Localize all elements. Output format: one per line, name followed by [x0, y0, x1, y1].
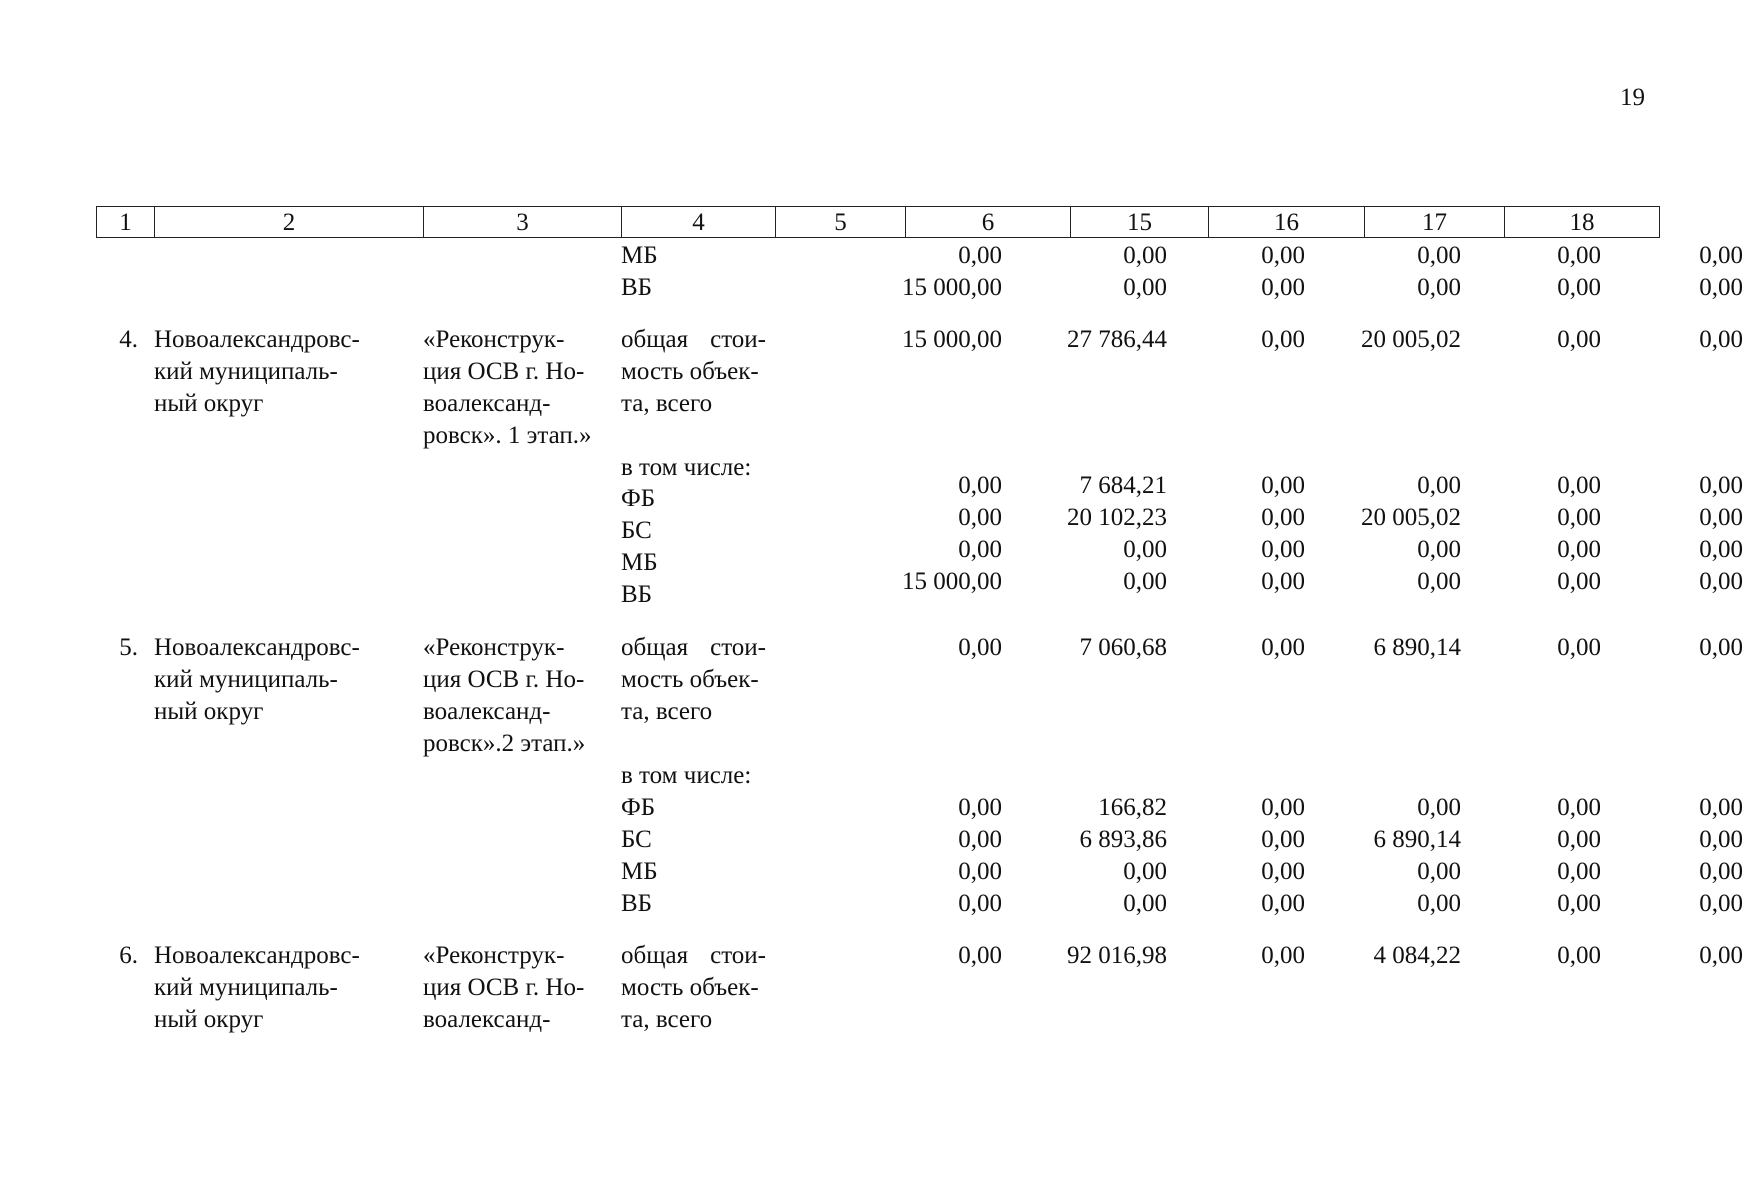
- funding-source-label: БС: [621, 826, 652, 853]
- column-header: 17: [1365, 207, 1505, 238]
- value-col-6: 0,00: [1123, 890, 1167, 917]
- column-header: 4: [622, 207, 776, 238]
- funding-source-label: ВБ: [621, 890, 653, 917]
- value-col-15: 0,00: [1261, 504, 1305, 531]
- value-col-17: 0,00: [1557, 504, 1601, 531]
- value-col-17: 0,00: [1557, 472, 1601, 499]
- value-col-17: 0,00: [1557, 826, 1601, 853]
- project-name: «Реконструк- ция ОСВ г. Но- воалександ- ровск».2 этап.»: [423, 634, 586, 757]
- column-header: 15: [1071, 207, 1209, 238]
- page-number: 19: [1620, 84, 1645, 111]
- value-col-5: 0,00: [958, 536, 1002, 563]
- value-col-6: 7 684,21: [1079, 472, 1167, 499]
- value-col-18: 0,00: [1699, 890, 1743, 917]
- value-col-16: 20 005,02: [1361, 504, 1461, 531]
- value-col-15: 0,00: [1261, 242, 1305, 269]
- value-col-6: 0,00: [1123, 568, 1167, 595]
- value-col-16: 20 005,02: [1361, 326, 1461, 353]
- value-col-18: 0,00: [1699, 858, 1743, 885]
- value-col-15: 0,00: [1261, 794, 1305, 821]
- value-col-16: 6 890,14: [1373, 826, 1461, 853]
- total-cost-label: общая стои- мость объек- та, всего: [621, 942, 766, 1033]
- entry-index: 6.: [119, 942, 138, 969]
- total-cost-label: общая стои- мость объек- та, всего: [621, 326, 766, 417]
- value-col-5: 15 000,00: [902, 274, 1002, 301]
- value-col-16: 0,00: [1417, 568, 1461, 595]
- municipality-name: Новоалександровс- кий муниципаль- ный округ: [154, 634, 360, 725]
- column-header: 2: [155, 207, 424, 238]
- funding-source-label: МБ: [621, 549, 658, 576]
- including-label: в том числе:: [621, 762, 752, 789]
- value-col-16: 0,00: [1417, 536, 1461, 563]
- value-col-17: 0,00: [1557, 794, 1601, 821]
- column-header: 18: [1505, 207, 1660, 238]
- value-col-5: 0,00: [958, 504, 1002, 531]
- value-col-6: 92 016,98: [1067, 942, 1167, 969]
- value-col-16: 0,00: [1417, 858, 1461, 885]
- value-col-18: 0,00: [1699, 634, 1743, 661]
- total-cost-label: общая стои- мость объек- та, всего: [621, 634, 766, 725]
- value-col-5: 0,00: [958, 242, 1002, 269]
- value-col-17: 0,00: [1557, 634, 1601, 661]
- municipality-name: Новоалександровс- кий муниципаль- ный округ: [154, 942, 360, 1033]
- value-col-6: 6 893,86: [1079, 826, 1167, 853]
- funding-source-label: ФБ: [621, 485, 656, 512]
- value-col-6: 7 060,68: [1079, 634, 1167, 661]
- value-col-15: 0,00: [1261, 568, 1305, 595]
- funding-source-label: ВБ: [621, 274, 653, 301]
- funding-source-label: МБ: [621, 242, 658, 269]
- value-col-17: 0,00: [1557, 568, 1601, 595]
- value-col-15: 0,00: [1261, 472, 1305, 499]
- project-name: «Реконструк- ция ОСВ г. Но- воалександ-: [423, 942, 585, 1033]
- value-col-15: 0,00: [1261, 536, 1305, 563]
- value-col-15: 0,00: [1261, 634, 1305, 661]
- value-col-15: 0,00: [1261, 826, 1305, 853]
- value-col-18: 0,00: [1699, 274, 1743, 301]
- value-col-5: 15 000,00: [902, 568, 1002, 595]
- value-col-16: 0,00: [1417, 242, 1461, 269]
- value-col-5: 0,00: [958, 634, 1002, 661]
- value-col-16: 0,00: [1417, 274, 1461, 301]
- value-col-5: 0,00: [958, 826, 1002, 853]
- value-col-15: 0,00: [1261, 890, 1305, 917]
- value-col-17: 0,00: [1557, 326, 1601, 353]
- value-col-5: 0,00: [958, 858, 1002, 885]
- value-col-15: 0,00: [1261, 274, 1305, 301]
- value-col-18: 0,00: [1699, 794, 1743, 821]
- value-col-18: 0,00: [1699, 504, 1743, 531]
- municipality-name: Новоалександровс- кий муниципаль- ный округ: [154, 326, 360, 417]
- funding-source-label: МБ: [621, 858, 658, 885]
- value-col-17: 0,00: [1557, 274, 1601, 301]
- value-col-18: 0,00: [1699, 826, 1743, 853]
- entry-index: 4.: [119, 326, 138, 353]
- value-col-6: 0,00: [1123, 536, 1167, 563]
- value-col-16: 0,00: [1417, 890, 1461, 917]
- value-col-6: 0,00: [1123, 274, 1167, 301]
- value-col-17: 0,00: [1557, 242, 1601, 269]
- value-col-6: 0,00: [1123, 242, 1167, 269]
- value-col-5: 0,00: [958, 942, 1002, 969]
- value-col-15: 0,00: [1261, 942, 1305, 969]
- funding-source-label: БС: [621, 517, 652, 544]
- value-col-15: 0,00: [1261, 858, 1305, 885]
- value-col-17: 0,00: [1557, 942, 1601, 969]
- value-col-5: 0,00: [958, 472, 1002, 499]
- value-col-16: 4 084,22: [1373, 942, 1461, 969]
- column-header: 16: [1209, 207, 1365, 238]
- project-name: «Реконструк- ция ОСВ г. Но- воалександ- ровск». 1 этап.»: [423, 326, 592, 449]
- value-col-18: 0,00: [1699, 472, 1743, 499]
- value-col-18: 0,00: [1699, 536, 1743, 563]
- column-header: 1: [97, 207, 155, 238]
- column-header-row: [97, 207, 1660, 238]
- funding-source-label: ВБ: [621, 581, 653, 608]
- value-col-17: 0,00: [1557, 536, 1601, 563]
- column-header: 5: [776, 207, 906, 238]
- value-col-15: 0,00: [1261, 326, 1305, 353]
- value-col-6: 166,82: [1098, 794, 1167, 821]
- value-col-5: 0,00: [958, 794, 1002, 821]
- value-col-6: 20 102,23: [1067, 504, 1167, 531]
- value-col-17: 0,00: [1557, 890, 1601, 917]
- column-header: 3: [424, 207, 622, 238]
- including-label: в том числе:: [621, 454, 752, 481]
- entry-index: 5.: [119, 634, 138, 661]
- value-col-5: 0,00: [958, 890, 1002, 917]
- value-col-18: 0,00: [1699, 326, 1743, 353]
- value-col-16: 0,00: [1417, 472, 1461, 499]
- value-col-6: 27 786,44: [1067, 326, 1167, 353]
- value-col-18: 0,00: [1699, 942, 1743, 969]
- value-col-18: 0,00: [1699, 568, 1743, 595]
- value-col-6: 0,00: [1123, 858, 1167, 885]
- value-col-5: 15 000,00: [902, 326, 1002, 353]
- column-header: 6: [906, 207, 1071, 238]
- value-col-18: 0,00: [1699, 242, 1743, 269]
- funding-source-label: ФБ: [621, 794, 656, 821]
- value-col-17: 0,00: [1557, 858, 1601, 885]
- value-col-16: 0,00: [1417, 794, 1461, 821]
- column-header-table: [96, 206, 1660, 238]
- value-col-16: 6 890,14: [1373, 634, 1461, 661]
